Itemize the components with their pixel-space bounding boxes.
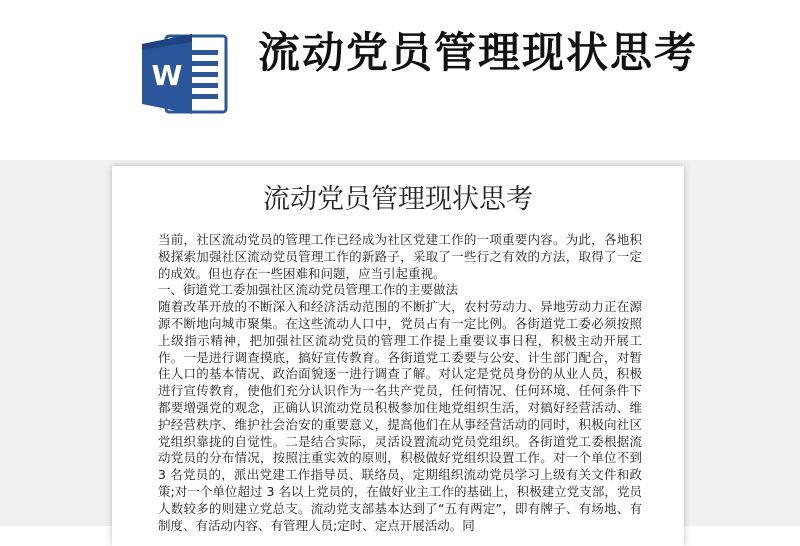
banner-header [0,0,800,160]
banner-title: 流动党员管理现状思考 [258,28,699,77]
paragraph-intro: 当前，社区流动党员的管理工作已经成为社区党建工作的一项重要内容。为此，各地积极探索加强社区流动党员管理工作的新路子，采取了一些行之有效的方法，取得了一定的成效。但也存在一些困难和问题，应当引起重视。 [158,232,642,281]
document-page[interactable] [112,166,684,546]
word-document-icon [138,30,230,118]
section-heading-1: 一、街道党工委加强社区流动党员管理工作的主要做法 [158,282,459,298]
document-title: 流动党员管理现状思考 [263,184,533,215]
paragraph-section-1: 随着改革开放的不断深入和经济活动范围的不断扩大，农村劳动力、异地劳动力正在源源不断地向城市聚集。在这些流动人口中，党员占有一定比例。各街道党工委必须按照上级指示精神，把加强社区流动党员的管理工作提上重要议事日程，积极主动开展工作。一是进行调查摸底，搞好宣传教育。各街道党工委要与公安、计生部门配合，对暂住人口的基本情况、政治面貌逐一进行调查了解。对认定是党员身份的从业人员，积极进行宣传教育，使他们充分认识作为一名共产党员，任何情况、任何环境、任何条件下都要增强党的观念，正确认识流动党员积极参加住地党组织生活，对搞好经营活动、维护经营秩序、维护社会治安的重要意义，提高他们在从事经营活动的同时，积极向社区党组织靠拢的自觉性。二是结合实际，灵活设置流动党员党组织。各街道党工委根据流动党员的分布情况，按照注重实效的原则，积极做好党组织设置工作。对一个单位不到 3 名党员的，派出党建工作指导员、联络员，定期组织流动党员学习上级有关文件和政策;对一个单位超过 3 名以上党员的，在做好业主工作的基础上，积极建立党支部，党员人数较多的则建立党总支。流动党支部基本达到了“五有两定”，即有牌子、有场地、有制度、有活动内容、有管理人员;定时、定点开展活动。同 [158,299,642,533]
word-icon-letter: W [151,59,183,92]
document-body [158,232,642,534]
